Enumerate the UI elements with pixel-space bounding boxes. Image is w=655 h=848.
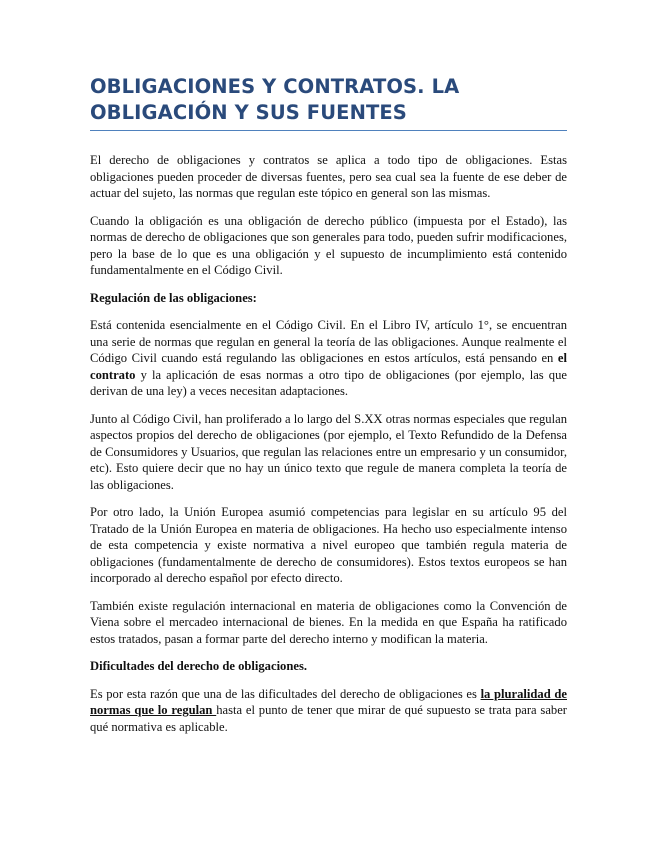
paragraph-6: También existe regulación internacional en materia de obligaciones como la Convención de Viena sobre el mercadeo internacional de bienes. En la medida en que España ha ratificado estos tratados, pasan a formar parte del derecho interno y modifican la materia. bbox=[90, 598, 567, 646]
paragraph-3 bbox=[90, 317, 567, 400]
paragraph-7-text-b: hasta el punto de tener que mirar de qué supuesto se trata para saber qué normativa es aplicable. bbox=[90, 703, 567, 734]
page-title: OBLIGACIONES Y CONTRATOS. LA OBLIGACIÓN Y SUS FUENTES bbox=[90, 74, 567, 131]
paragraph-3-bold: el contrato bbox=[90, 351, 567, 382]
heading-regulacion: Regulación de las obligaciones: bbox=[90, 290, 257, 305]
paragraph-1: El derecho de obligaciones y contratos se aplica a todo tipo de obligaciones. Estas obligaciones pueden proceder de diversas fuentes, pero sea cual sea la fuente de ese deber de actuar del sujeto, las normas que regulan este tópico en general son las mismas. bbox=[90, 153, 567, 200]
paragraph-3-text-b: y la aplicación de esas normas a otro tipo de obligaciones (por ejemplo, las que derivan de una ley) a veces necesitan adaptaciones. bbox=[90, 367, 567, 398]
paragraph-7 bbox=[90, 686, 567, 736]
heading-dificultades: Dificultades del derecho de obligaciones. bbox=[90, 659, 308, 673]
paragraph-5: Por otro lado, la Unión Europea asumió competencias para legislar en su artículo 95 del Tratado de la Unión Europea en materia de obligaciones. Ha hecho uso especialmente intenso de esta competencia y existe normativa a nivel europeo que también regula materia de obligaciones (fundamentalmente de derecho de consumidores). Estos textos europeos se han incorporado al derecho español por efecto directo. bbox=[90, 505, 567, 585]
paragraph-4: Junto al Código Civil, han proliferado a lo largo del S.XX otras normas especiales que regulan aspectos propios del derecho de obligaciones (por ejemplo, el Texto Refundido de la Defensa de Consumidores y Usuarios, que regulan las relaciones entre un empresario y un consumidor, etc). Esto quiere decir que no hay un único texto que regule de manera completa la teoría de las obligaciones. bbox=[90, 411, 567, 492]
document-body bbox=[90, 152, 567, 735]
paragraph-7-text-a: Es por esta razón que una de las dificultades del derecho de obligaciones es bbox=[90, 686, 481, 701]
paragraph-3-text-a: Está contenida esencialmente en el Código Civil. En el Libro IV, artículo 1°, se encuentran una serie de normas que regulan en general la teoría de las obligaciones. Aunque realmente el Código Civil cuando está regulando las obligaciones en estos artículos, está pensando en bbox=[90, 318, 567, 365]
paragraph-2: Cuando la obligación es una obligación de derecho público (impuesta por el Estado), las normas de derecho de obligaciones que son generales para todo, pueden sufrir modificaciones, pero la base de lo que es una obligación y el supuesto de incumplimiento está contenido fundamentalmente en el Código Civil. bbox=[90, 213, 567, 277]
paragraph-7-underlined: la pluralidad de normas que lo regulan bbox=[90, 686, 567, 717]
